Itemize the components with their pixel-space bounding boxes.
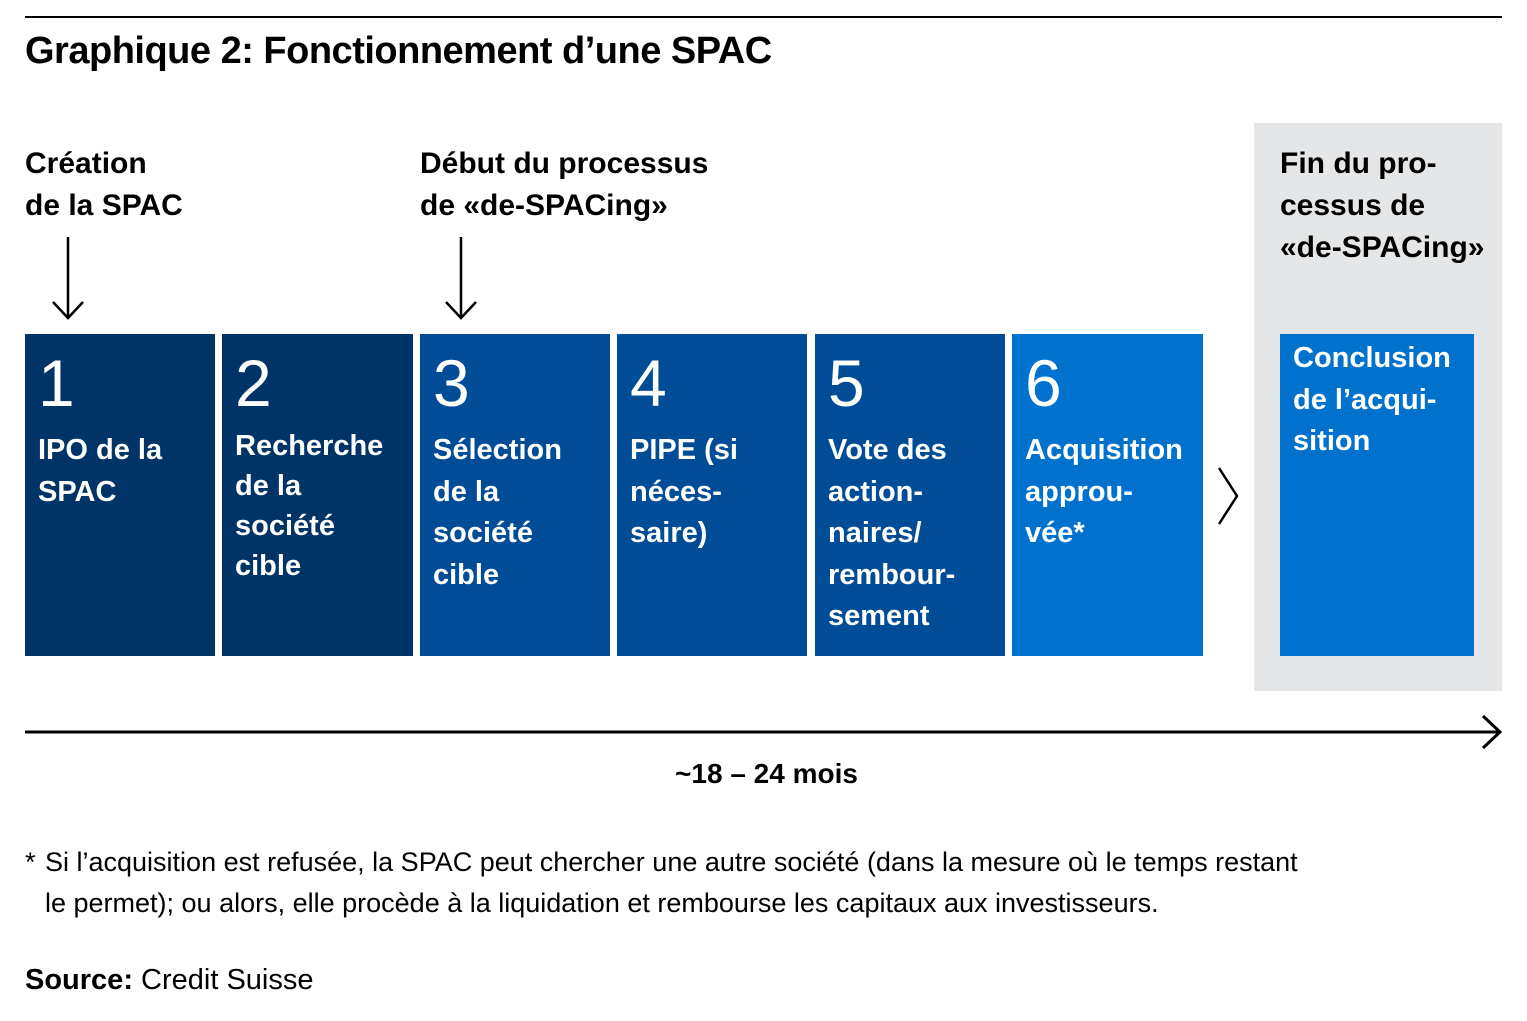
source-line [25,964,314,997]
top-rule [25,16,1502,18]
footnote-marker: * [25,847,36,877]
step-label-line: Vote des [828,434,947,466]
timeline-duration [0,758,1527,790]
step-label-line: Acquisition [1025,434,1183,466]
down-arrow-icon [441,235,481,325]
milestone-line: de la SPAC [25,189,183,222]
down-arrow-icon [48,235,88,325]
step-label-line: Sélection [433,434,562,466]
step-label-line: de la [433,475,500,508]
final-step-line: Conclusion [1293,342,1451,374]
step-label-line: PIPE (si [630,434,738,466]
step-label-line: société [235,510,335,542]
source-value: Credit Suisse [141,964,314,996]
step-label-line: vée* [1025,517,1085,549]
step-label-line: naires/ [828,517,922,549]
step-number: 4 [630,346,667,420]
step-box-6 [1012,334,1203,656]
milestone-line: Début du processus [420,147,709,180]
milestone-de-spacing-start [420,143,708,227]
step-label-line: SPAC [38,475,117,508]
chevron-right-icon [1213,465,1243,527]
final-step-line: de l’acqui- [1293,383,1437,416]
step-label-line: saire) [630,517,708,549]
milestone-line: Fin du pro- [1280,147,1437,180]
milestone-line: Création [25,147,147,180]
step-label-line: société [433,517,533,549]
step-label-line: Recherche [235,430,384,462]
step-box-1 [25,334,215,656]
timeline-duration-label: ~18 – 24 mois [675,758,858,789]
step-label-line: sement [828,600,930,632]
footnote-line: le permet); ou alors, elle procède à la liquidation et rembourse les capitaux aux investisseurs. [45,888,1159,918]
step-label-line: action- [828,475,924,508]
final-step-line: sition [1293,425,1371,457]
step-label-line: cible [433,558,500,591]
step-number: 2 [235,346,272,420]
step-box-2 [222,334,413,656]
step-label-line: IPO de la [38,434,163,466]
step-number: 3 [433,346,470,420]
step-box-3 [420,334,610,656]
step-box-final [1280,334,1474,656]
step-box-5 [815,334,1005,656]
timeline-arrow-icon [25,710,1505,754]
milestone-line: «de-SPACing» [1280,231,1485,264]
step-box-4 [617,334,807,656]
step-label-line: rembour- [828,558,956,591]
step-number: 6 [1025,346,1062,420]
milestone-line: de «de-SPACing» [420,189,668,222]
milestone-de-spacing-end [1280,143,1484,269]
footnote-line: Si l’acquisition est refusée, la SPAC peut chercher une autre société (dans la mesure où le temps restant [45,847,1298,877]
source-label: Source: [25,964,133,996]
step-number: 5 [828,346,865,420]
page-title: Graphique 2: Fonctionnement d’une SPAC [25,30,772,72]
step-label-line: néces- [630,475,722,508]
milestone-creation [25,143,183,227]
step-number: 1 [38,346,75,420]
step-label-line: approu- [1025,475,1133,508]
footnote [25,842,1298,924]
step-label-line: de la [235,470,302,502]
step-label-line: cible [235,550,302,582]
milestone-line: cessus de [1280,189,1426,222]
